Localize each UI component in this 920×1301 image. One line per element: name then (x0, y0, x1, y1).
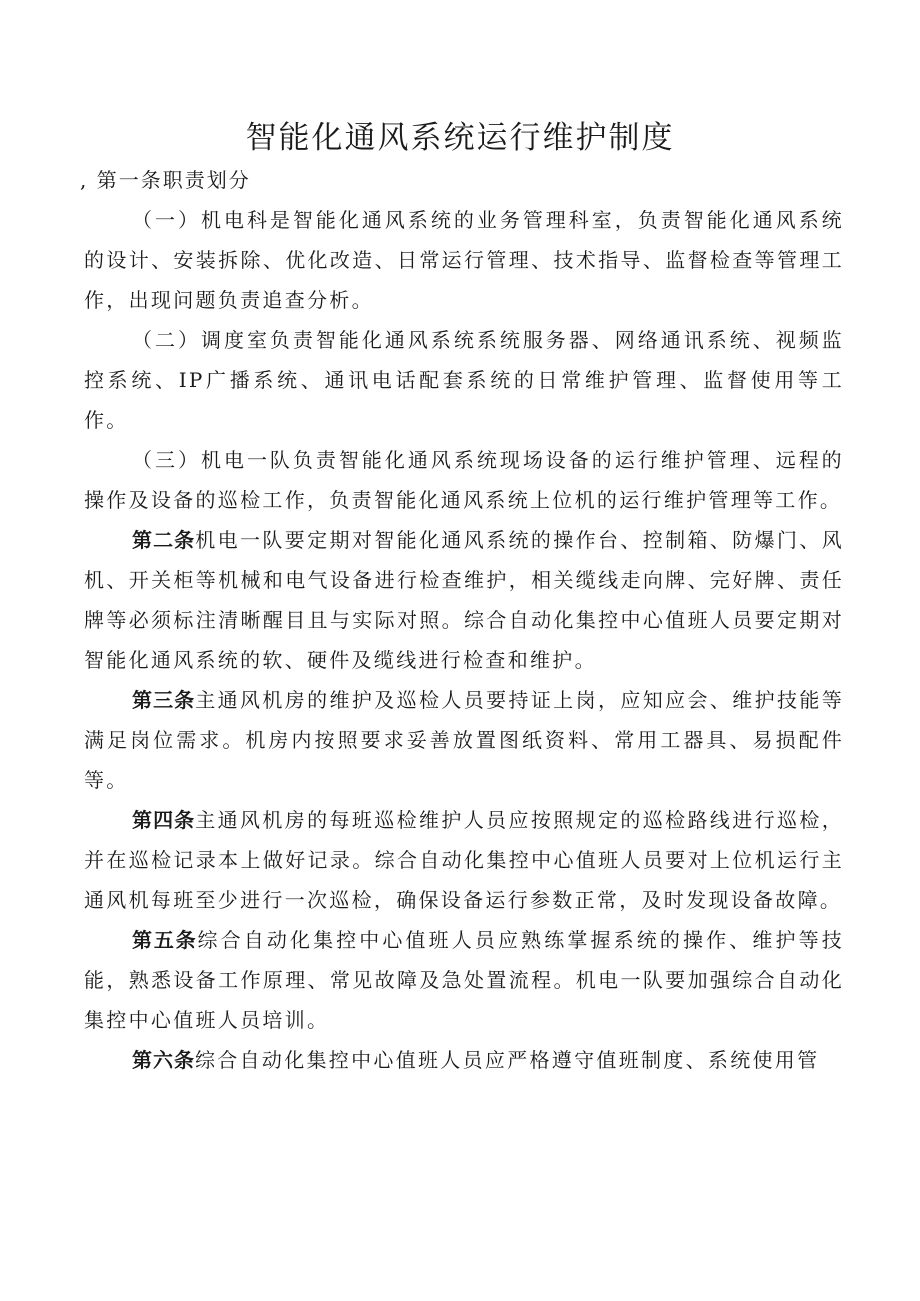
article-paragraph (84, 1040, 844, 1080)
section-paragraph (84, 440, 844, 520)
article-label: 第三条 (132, 688, 196, 712)
article-one-heading: , 第一条职责划分 (80, 168, 251, 192)
section-text: （三）机电一队负责智能化通风系统现场设备的运行维护管理、远程的操作及设备的巡检工作，负责智能化通风系统上位机的运行维护管理等工作。 (84, 448, 844, 512)
article-text: 主通风机房的维护及巡检人员要持证上岗，应知应会、维护技能等满足岗位需求。机房内按照要求妥善放置图纸资料、常用工器具、易损配件等。 (84, 688, 845, 792)
article-paragraph (84, 920, 844, 1040)
article-label: 第四条 (132, 808, 196, 832)
article-text: 综合自动化集控中心值班人员应严格遵守值班制度、系统使用管 (195, 1048, 820, 1072)
section-paragraph (84, 200, 844, 320)
article-text: 主通风机房的每班巡检维护人员应按照规定的巡检路线进行巡检，并在巡检记录本上做好记录。综合自动化集控中心值班人员要对上位机运行主通风机每班至少进行一次巡检，确保设备运行参数正常，及时发现设备故障。 (84, 808, 845, 912)
article-label: 第六条 (132, 1048, 195, 1072)
section-text: （一）机电科是智能化通风系统的业务管理科室，负责智能化通风系统的设计、安装拆除、优化改造、日常运行管理、技术指导、监督检查等管理工作，出现问题负责追查分析。 (84, 208, 844, 312)
section-text: （二）调度室负责智能化通风系统系统服务器、网络通讯系统、视频监控系统、IP广播系统、通讯电话配套系统的日常维护管理、监督使用等工作。 (84, 328, 844, 432)
article-text: 综合自动化集控中心值班人员应熟练掌握系统的操作、维护等技能，熟悉设备工作原理、常见故障及急处置流程。机电一队要加强综合自动化集控中心值班人员培训。 (84, 928, 845, 1032)
article-label: 第二条 (132, 528, 196, 552)
document-title: 智能化通风系统运行维护制度 (245, 120, 675, 156)
section-paragraph (84, 320, 844, 440)
article-paragraph (84, 520, 844, 680)
article-paragraph (84, 680, 844, 800)
article-text: 机电一队要定期对智能化通风系统的操作台、控制箱、防爆门、风机、开关柜等机械和电气设备进行检查维护，相关缆线走向牌、完好牌、责任牌等必须标注清晰醒目且与实际对照。综合自动化集控中心值班人员要定期对智能化通风系统的软、硬件及缆线进行检查和维护。 (84, 528, 845, 672)
document-body (80, 160, 845, 1080)
article-paragraph (84, 800, 844, 920)
article-label: 第五条 (132, 928, 198, 952)
